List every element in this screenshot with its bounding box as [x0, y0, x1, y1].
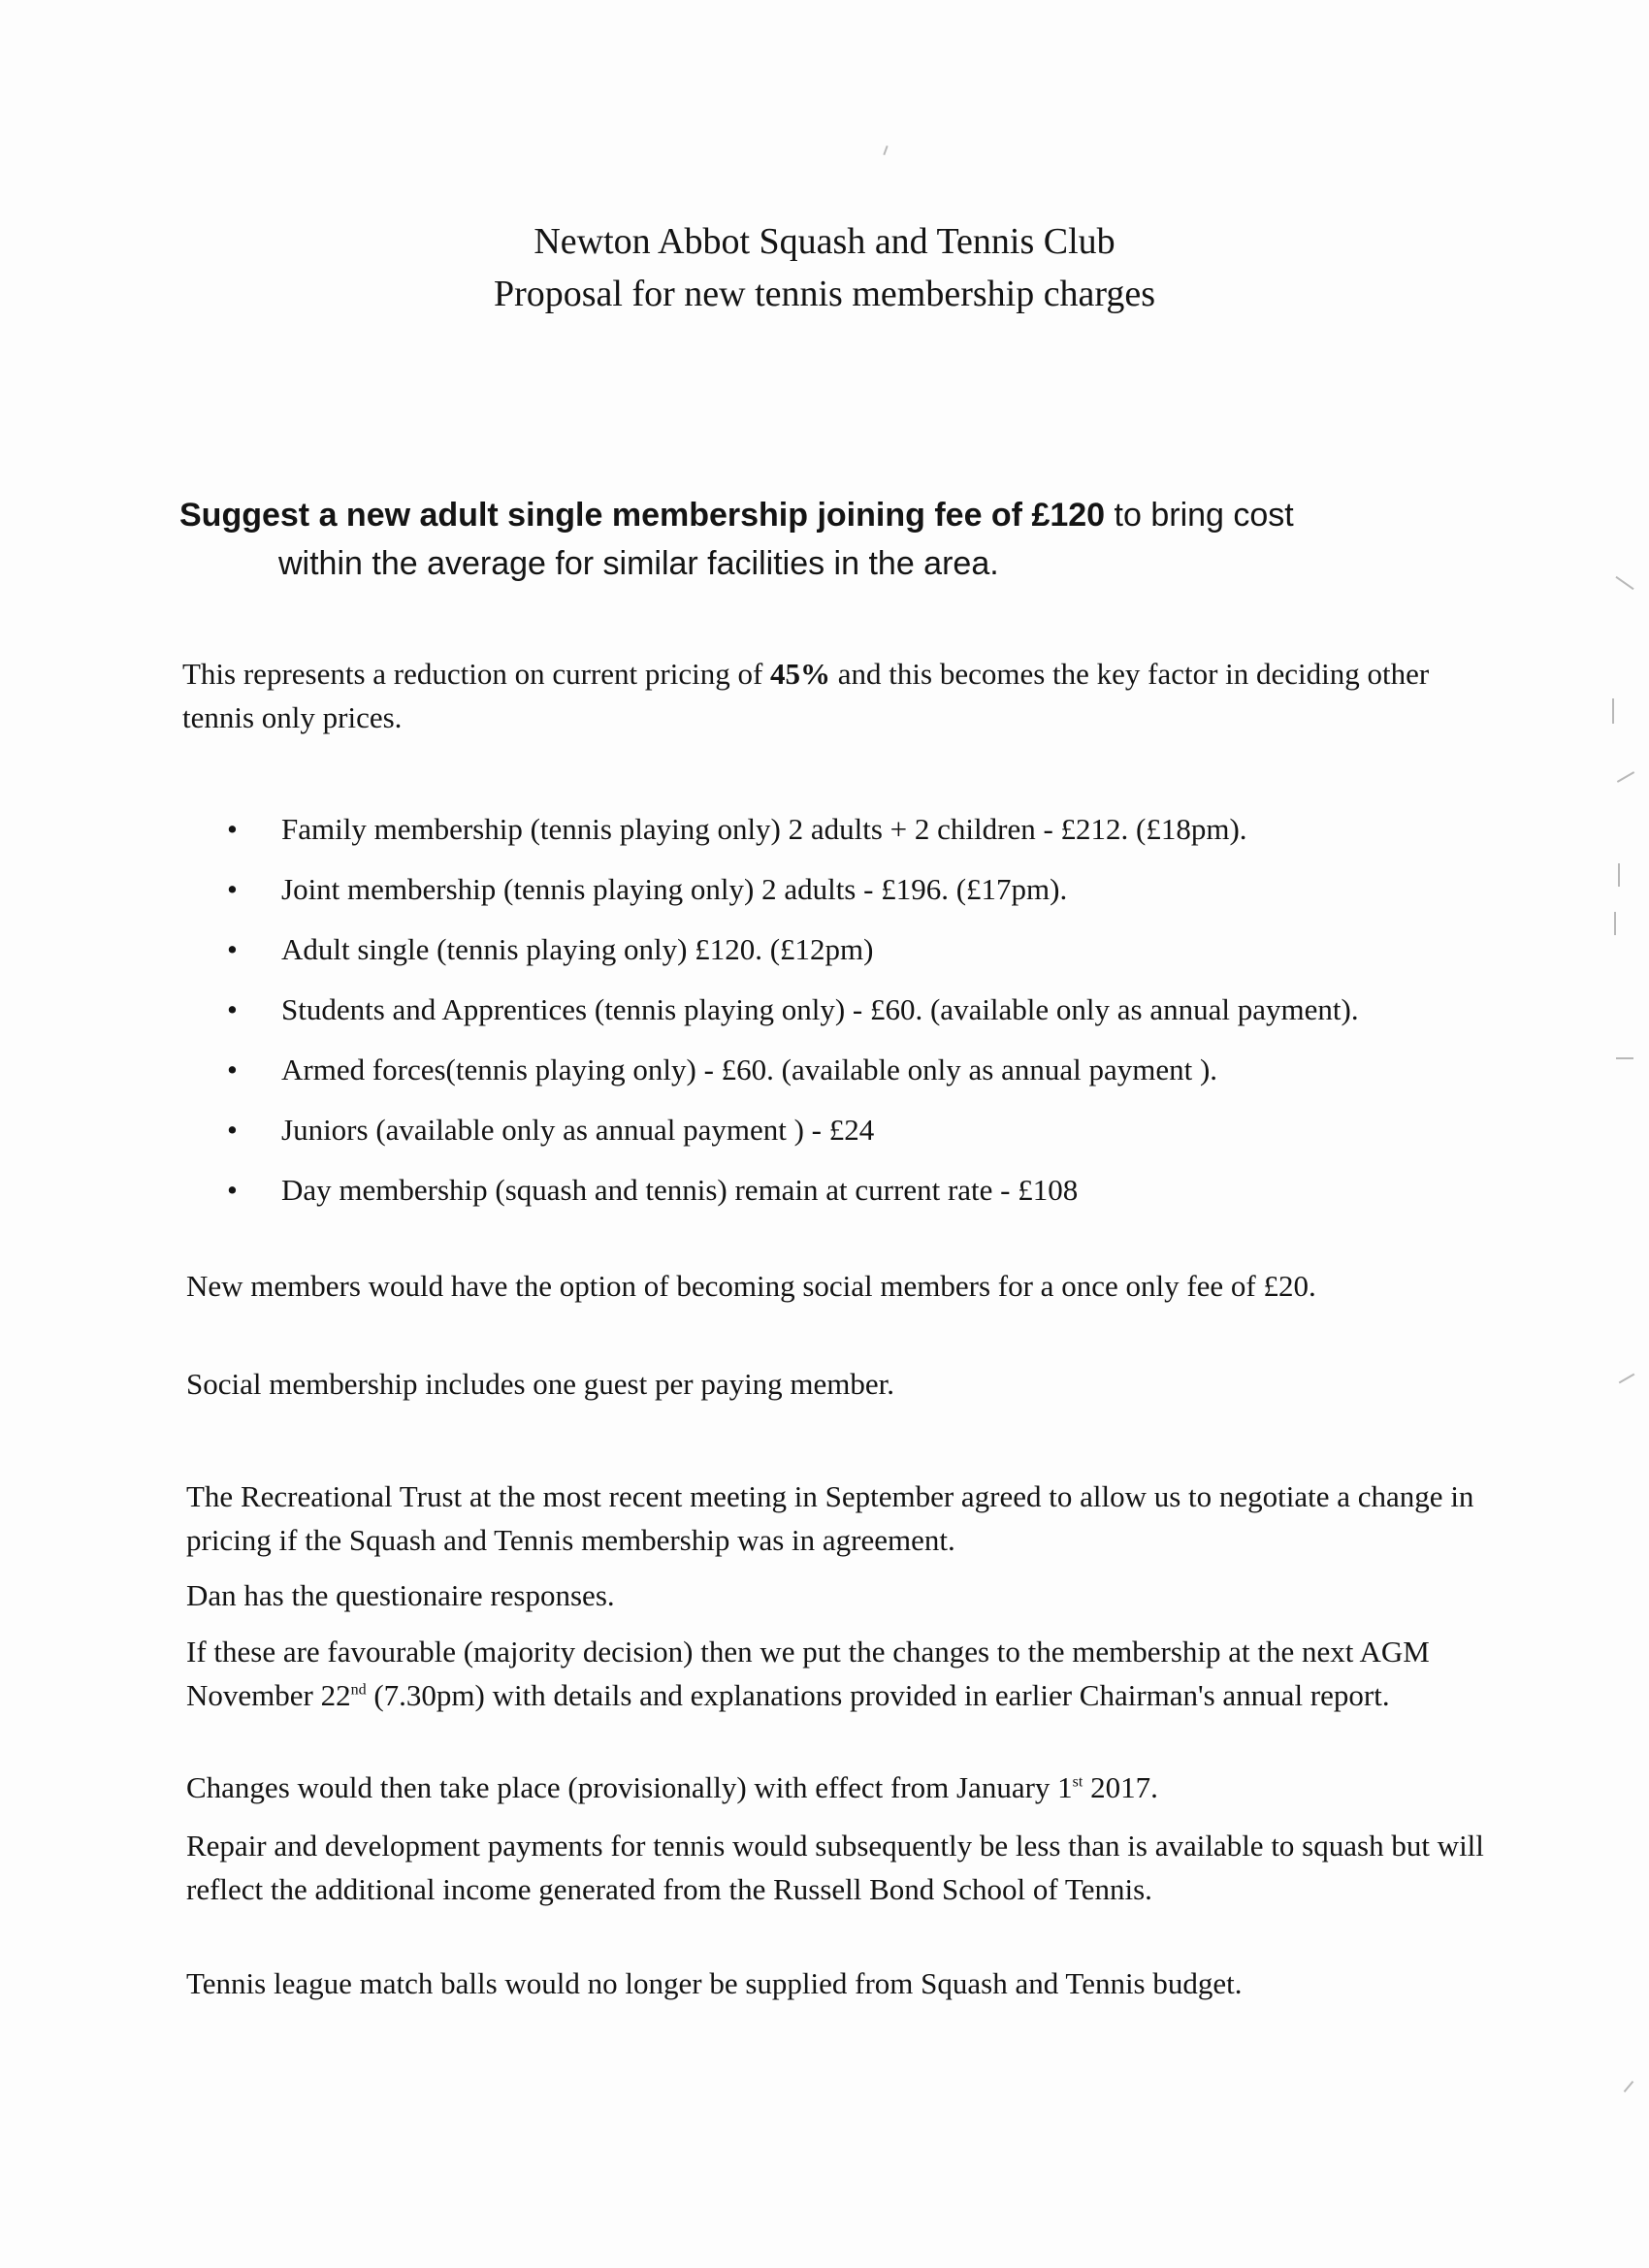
- club-name: Newton Abbot Squash and Tennis Club: [534, 221, 1116, 262]
- list-item: [223, 988, 1465, 1031]
- reduction-paragraph: [182, 652, 1482, 739]
- membership-price-list: [223, 807, 1465, 1228]
- scan-mark: [1615, 576, 1633, 590]
- list-item: [223, 867, 1465, 911]
- fee-suggestion-rest: to bring cost: [1105, 497, 1294, 534]
- list-item-text: Day membership (squash and tennis) remain at current rate - £108: [281, 1173, 1079, 1207]
- effective-text-after: 2017.: [1083, 1770, 1158, 1804]
- fee-suggestion-line2: within the average for similar facilities in the area.: [278, 545, 999, 582]
- agm-text-before: If these are favourable (majority decision) then we put the changes to the membership at the next AGM November 22: [186, 1635, 1430, 1712]
- list-item-text: Students and Apprentices (tennis playing only) - £60. (available only as annual payment).: [281, 992, 1359, 1026]
- list-item: [223, 1108, 1465, 1151]
- scan-mark: [1624, 2081, 1634, 2092]
- scan-mark: [1614, 912, 1616, 935]
- questionnaire-paragraph: Dan has the questionaire responses.: [186, 1578, 615, 1612]
- scan-mark: [1617, 771, 1634, 783]
- reduction-percent: 45%: [770, 657, 831, 691]
- list-item-text: Armed forces(tennis playing only) - £60. (available only as annual payment ).: [281, 1053, 1218, 1086]
- reduction-text-after: and this becomes the key factor in deciding other tennis only prices.: [182, 657, 1430, 734]
- agm-paragraph: [186, 1630, 1505, 1717]
- effective-text-before: Changes would then take place (provisionally) with effect from January 1: [186, 1770, 1073, 1804]
- bullet-icon: •: [227, 872, 238, 906]
- bullet-icon: •: [227, 992, 238, 1026]
- scan-mark: [883, 146, 888, 155]
- list-item: [223, 927, 1465, 971]
- document-header: [0, 215, 1649, 320]
- list-item-text: Joint membership (tennis playing only) 2 adults - £196. (£17pm).: [281, 872, 1068, 906]
- bullet-icon: •: [227, 812, 238, 846]
- fee-suggestion-bold: Suggest a new adult single membership joining fee of £120: [179, 497, 1106, 534]
- scan-mark: [1612, 698, 1614, 724]
- bullet-icon: •: [227, 1113, 238, 1147]
- agm-text-after: (7.30pm) with details and explanations provided in earlier Chairman's annual report.: [366, 1678, 1390, 1712]
- list-item-text: Family membership (tennis playing only) 2 adults + 2 children - £212. (£18pm).: [281, 812, 1247, 846]
- effective-ordinal: st: [1072, 1773, 1083, 1791]
- social-option-paragraph: New members would have the option of becoming social members for a once only fee of £20.: [186, 1269, 1316, 1303]
- document-subtitle: Proposal for new tennis membership charges: [493, 274, 1156, 314]
- bullet-icon: •: [227, 932, 238, 966]
- reduction-text-before: This represents a reduction on current pricing of: [182, 657, 771, 691]
- list-item: [223, 1168, 1465, 1212]
- trust-paragraph: The Recreational Trust at the most recent meeting in September agreed to allow us to negotiate a change in pricing if the Squash and Tennis membership was in agreement.: [186, 1479, 1474, 1557]
- scan-mark: [1618, 863, 1620, 887]
- fee-suggestion: [179, 491, 1499, 588]
- social-guest-paragraph: Social membership includes one guest per paying member.: [186, 1367, 895, 1401]
- scan-mark: [1619, 1374, 1635, 1384]
- agm-ordinal: nd: [350, 1681, 367, 1699]
- bullet-icon: •: [227, 1173, 238, 1207]
- effective-date-paragraph: [186, 1766, 1476, 1809]
- scan-mark: [1616, 1057, 1633, 1059]
- list-item: [223, 807, 1465, 851]
- bullet-icon: •: [227, 1053, 238, 1086]
- list-item-text: Juniors (available only as annual payment ) - £24: [281, 1113, 875, 1147]
- repair-paragraph: Repair and development payments for tennis would subsequently be less than is available to squash but will reflect the additional income generated from the Russell Bond School of Tennis.: [186, 1829, 1484, 1906]
- match-balls-paragraph: Tennis league match balls would no longer be supplied from Squash and Tennis budget.: [186, 1966, 1243, 2000]
- list-item-text: Adult single (tennis playing only) £120. (£12pm): [281, 932, 874, 966]
- list-item: [223, 1048, 1465, 1091]
